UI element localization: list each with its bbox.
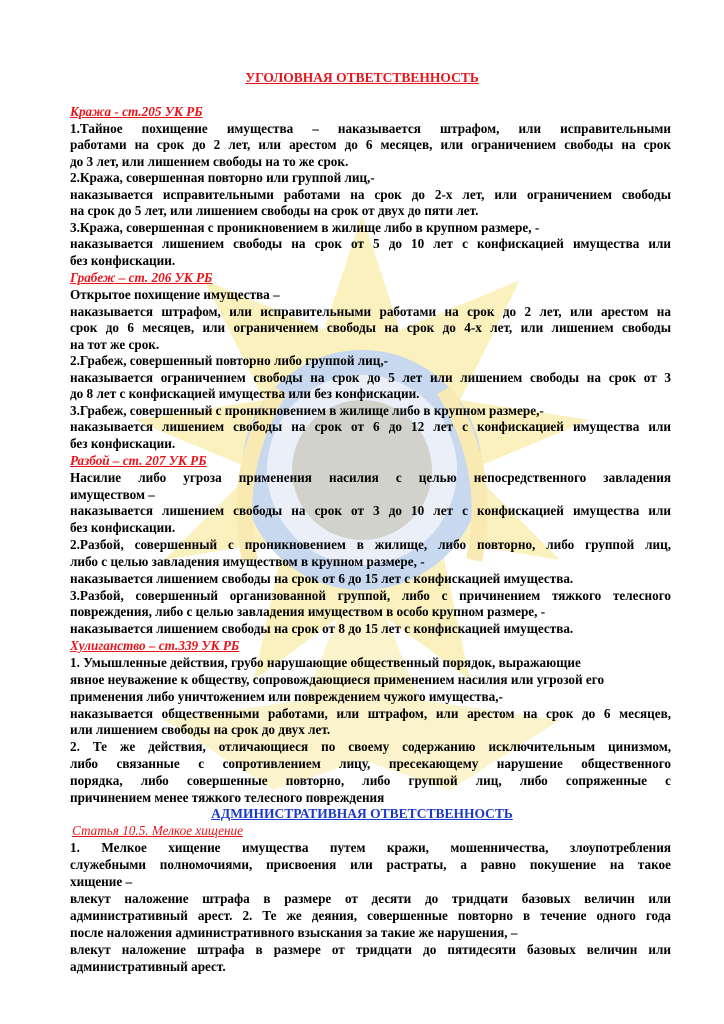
- text-line: без конфискации.: [70, 436, 176, 451]
- text-line: наказывается штрафом, или исправительными работами на срок до 2 лет, или арестом на: [70, 304, 671, 319]
- text-line: Насилие либо угроза применения насилия с целью непосредственного завладения: [70, 470, 671, 485]
- text-line: 1.Тайное похищение имущества – наказывается штрафом, или исправительными: [70, 121, 671, 136]
- text-line: работами на срок до 2 лет, или арестом до 6 месяцев, или ограничением свободы на срок: [70, 137, 671, 152]
- text-line: или лишением свободы на срок до двух лет.: [70, 722, 331, 737]
- text-line: наказывается ограничением свободы на срок до 5 лет или лишением свободы на срок от 3: [70, 370, 671, 385]
- text-line: 3.Разбой, совершенный организованной группой, либо с причинением тяжкого телесного: [70, 588, 671, 603]
- text-line: административный арест.: [70, 959, 226, 974]
- text-line: причинением менее тяжкого телесного повреждения: [70, 790, 385, 805]
- admin-liability-title: АДМИНИСТРАТИВНАЯ ОТВЕТСТВЕННОСТЬ: [211, 806, 513, 821]
- text-line: либо с целью завладения имуществом в крупном размере, -: [70, 554, 425, 569]
- criminal-liability-title: УГОЛОВНАЯ ОТВЕТСТВЕННОСТЬ: [245, 70, 479, 85]
- text-line: наказывается лишением свободы на срок от 6 до 12 лет с конфискацией имущества или: [70, 419, 671, 434]
- text-line: 3.Кража, совершенная с проникновением в жилище либо в крупном размере, -: [70, 220, 540, 235]
- section-heading-theft: Кража - ст.205 УК РБ: [70, 104, 203, 119]
- text-line: влекут наложение штрафа в размере от тридцати до пятидесяти базовых величин или: [70, 942, 671, 957]
- text-line: без конфискации.: [70, 253, 176, 268]
- text-line: 3.Грабеж, совершенный с проникновением в жилище либо в крупном размере,-: [70, 403, 544, 418]
- text-line: наказывается общественными работами, или штрафом, или арестом на срок до 6 месяцев,: [70, 706, 671, 721]
- text-line: 2.Грабеж, совершенный повторно либо группой лиц,-: [70, 353, 389, 368]
- text-line: 1. Мелкое хищение имущества путем кражи, мошенничества, злоупотребления: [70, 840, 671, 855]
- text-line: наказывается исправительными работами на срок до 2-х лет, или ограничением свободы: [70, 187, 671, 202]
- text-line: до 3 лет, или лишением свободы на то же срок.: [70, 154, 349, 169]
- text-line: на тот же срок.: [70, 337, 160, 352]
- text-line: влекут наложение штрафа в размере от десяти до тридцати базовых величин или: [70, 891, 671, 906]
- section-heading-robbery: Грабеж – ст. 206 УК РБ: [70, 270, 213, 285]
- text-line: наказывается лишением свободы на срок от 6 до 15 лет с конфискацией имущества.: [70, 571, 574, 586]
- text-line: 2.Разбой, совершенный с проникновением в жилище, либо повторно, либо группой лиц,: [70, 537, 671, 552]
- text-line: 1. Умышленные действия, грубо нарушающие общественный порядок, выражающие: [70, 655, 581, 670]
- text-line: применения либо уничтожением или повреждением чужого имущества,-: [70, 689, 503, 704]
- text-line: хищение –: [70, 874, 133, 889]
- text-line: Открытое похищение имущества –: [70, 287, 280, 302]
- section-heading-hooliganism: Хулиганство – ст.339 УК РБ: [70, 638, 240, 653]
- text-line: без конфискации.: [70, 520, 176, 535]
- text-line: административный арест. 2. Те же деяния, совершенные повторно в течение одного года: [70, 908, 671, 923]
- text-line: после наложения административного взыскания за такие же нарушения, –: [70, 925, 518, 940]
- text-line: служебными полномочиями, присвоения или растраты, а равно покушение на такое: [70, 857, 671, 872]
- text-line: повреждения, либо с целью завладения имуществом в особо крупном размере, -: [70, 604, 546, 619]
- text-line: 2. Те же действия, отличающиеся по своему содержанию исключительным цинизмом,: [70, 739, 671, 754]
- text-line: явное неуважение к обществу, сопровождающиеся применением насилия или угрозой его: [70, 672, 605, 687]
- text-line: либо связанные с сопротивлением лицу, пресекающему нарушение общественного: [70, 756, 671, 771]
- text-line: порядка, либо совершенные повторно, либо группой лиц, либо сопряженные с: [70, 773, 671, 788]
- text-line: наказывается лишением свободы на срок от 3 до 10 лет с конфискацией имущества или: [70, 503, 671, 518]
- text-line: срок до 6 месяцев, или ограничением свободы на срок до 4-х лет, или лишением свободы: [70, 320, 671, 335]
- text-line: наказывается лишением свободы на срок от 5 до 10 лет с конфискацией имущества или: [70, 236, 671, 251]
- text-line: имуществом –: [70, 487, 155, 502]
- section-heading-petty-theft: Статья 10.5. Мелкое хищение: [72, 823, 243, 838]
- text-line: наказывается лишением свободы на срок от 8 до 15 лет с конфискацией имущества.: [70, 621, 574, 636]
- text-line: 2.Кража, совершенная повторно или группой лиц,-: [70, 170, 375, 185]
- text-line: на срок до 5 лет, или лишением свободы на срок от двух до пяти лет.: [70, 203, 479, 218]
- text-line: до 8 лет с конфискацией имущества или без конфискации.: [70, 386, 420, 401]
- section-heading-assault: Разбой – ст. 207 УК РБ: [70, 453, 207, 468]
